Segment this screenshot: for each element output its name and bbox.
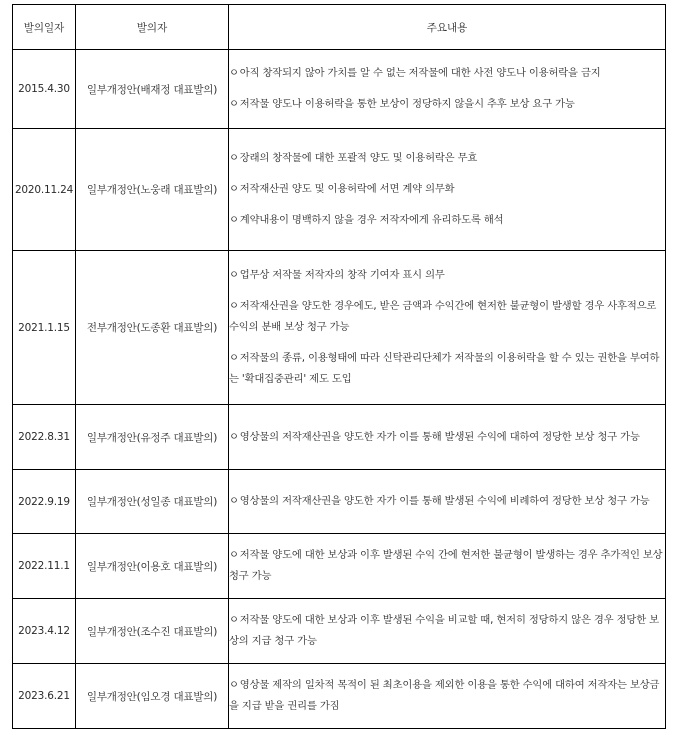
- bill-date: 2021.1.15: [13, 251, 76, 405]
- table-row: [13, 251, 666, 405]
- point-text: 영상물의 저작재산권을 양도한 자가 이를 통해 발생된 수익에 대하여 정당한 보상 청구 가능: [239, 430, 640, 443]
- bullet-icon: ㅇ: [229, 495, 239, 507]
- content-point: [229, 94, 665, 115]
- table-body: [13, 50, 666, 729]
- bullet-icon: ㅇ: [229, 67, 239, 79]
- bill-date: 2023.4.12: [13, 599, 76, 664]
- bullet-icon: ㅇ: [229, 214, 239, 226]
- point-text: 계약내용이 명백하지 않을 경우 저작자에게 유리하도록 해석: [239, 214, 504, 226]
- bill-content: [229, 470, 666, 534]
- point-text: 영상물의 저작재산권을 양도한 자가 이를 통해 발생된 수익에 비례하여 정당한 보상 청구 가능: [239, 495, 650, 507]
- point-text: 아직 창작되지 않아 가치를 알 수 없는 저작물에 대한 사전 양도나 이용허락을 금지: [239, 67, 601, 79]
- content-point: [229, 179, 665, 200]
- content-point: [229, 491, 665, 512]
- table-row: [13, 599, 666, 664]
- header-content: 주요내용: [229, 5, 666, 50]
- bill-date: 2022.11.1: [13, 534, 76, 599]
- content-point: [229, 427, 665, 448]
- table-row: [13, 129, 666, 251]
- table-row: [13, 664, 666, 729]
- bullet-icon: ㅇ: [229, 679, 239, 691]
- content-point: [229, 148, 665, 169]
- bill-date: 2022.8.31: [13, 405, 76, 470]
- bullet-icon: ㅇ: [229, 549, 239, 561]
- copyright-bill-table: [12, 4, 666, 729]
- point-text: 장래의 창작물에 대한 포괄적 양도 및 이용허락은 무효: [239, 152, 478, 164]
- bill-proposer: 일부개정안(노웅래 대표발의): [76, 129, 229, 251]
- bill-proposer: 일부개정안(성일종 대표발의): [76, 470, 229, 534]
- content-point: [229, 675, 665, 717]
- content-point: [229, 348, 665, 390]
- bill-date: 2022.9.19: [13, 470, 76, 534]
- bill-content: [229, 251, 666, 405]
- table-row: [13, 405, 666, 470]
- bill-content: [229, 50, 666, 129]
- bill-content: [229, 405, 666, 470]
- table-row: [13, 470, 666, 534]
- content-point: [229, 296, 665, 338]
- point-text: 저작재산권 양도 및 이용허락에 서면 계약 의무화: [239, 183, 455, 195]
- point-text: 저작물 양도에 대한 보상과 이후 발생된 수익 간에 현저한 불균형이 발생하는 경우 추가적인 보상 청구 가능: [229, 549, 663, 582]
- bullet-icon: ㅇ: [229, 352, 239, 364]
- header-row: [13, 5, 666, 50]
- point-text: 저작재산권을 양도한 경우에도, 받은 금액과 수익간에 현저한 불균형이 발생할 경우 사후적으로 수익의 분배 보상 청구 가능: [229, 300, 657, 333]
- bullet-icon: ㅇ: [229, 98, 239, 110]
- bullet-icon: ㅇ: [229, 300, 239, 312]
- point-text: 저작물 양도에 대한 보상과 이후 발생된 수익을 비교할 때, 현저히 정당하지 않은 경우 정당한 보상의 지급 청구 가능: [229, 614, 659, 647]
- bill-content: [229, 129, 666, 251]
- bullet-icon: ㅇ: [229, 183, 239, 195]
- content-point: [229, 610, 665, 652]
- header-date: 발의일자: [13, 5, 76, 50]
- point-text: 업무상 저작물 저작자의 창작 기여자 표시 의무: [239, 269, 445, 281]
- bullet-icon: ㅇ: [229, 152, 239, 164]
- content-point: [229, 63, 665, 84]
- bill-proposer: 일부개정안(배재정 대표발의): [76, 50, 229, 129]
- bullet-icon: ㅇ: [229, 430, 239, 443]
- point-text: 저작물의 종류, 이용형태에 따라 신탁관리단체가 저작물의 이용허락을 할 수 있는 권한을 부여하는 '확대집중관리' 제도 도입: [229, 352, 660, 385]
- bill-date: 2020.11.24: [13, 129, 76, 251]
- bill-date: 2023.6.21: [13, 664, 76, 729]
- bill-proposer: 일부개정안(유정주 대표발의): [76, 405, 229, 470]
- bullet-icon: ㅇ: [229, 269, 239, 281]
- bill-proposer: 일부개정안(조수진 대표발의): [76, 599, 229, 664]
- header-proposer: 발의자: [76, 5, 229, 50]
- table-row: [13, 50, 666, 129]
- bill-proposer: 전부개정안(도종환 대표발의): [76, 251, 229, 405]
- bill-proposer: 일부개정안(이용호 대표발의): [76, 534, 229, 599]
- bill-date: 2015.4.30: [13, 50, 76, 129]
- bill-content: [229, 599, 666, 664]
- content-point: [229, 545, 665, 587]
- table-row: [13, 534, 666, 599]
- content-point: [229, 210, 665, 231]
- bill-content: [229, 534, 666, 599]
- bullet-icon: ㅇ: [229, 614, 239, 626]
- content-point: [229, 265, 665, 286]
- point-text: 영상물 제작의 일차적 목적이 된 최초이용을 제외한 이용을 통한 수익에 대하여 저작자는 보상금을 지급 받을 권리를 가짐: [229, 679, 660, 712]
- bill-content: [229, 664, 666, 729]
- bill-proposer: 일부개정안(임오경 대표발의): [76, 664, 229, 729]
- point-text: 저작물 양도나 이용허락을 통한 보상이 정당하지 않을시 추후 보상 요구 가능: [239, 98, 575, 110]
